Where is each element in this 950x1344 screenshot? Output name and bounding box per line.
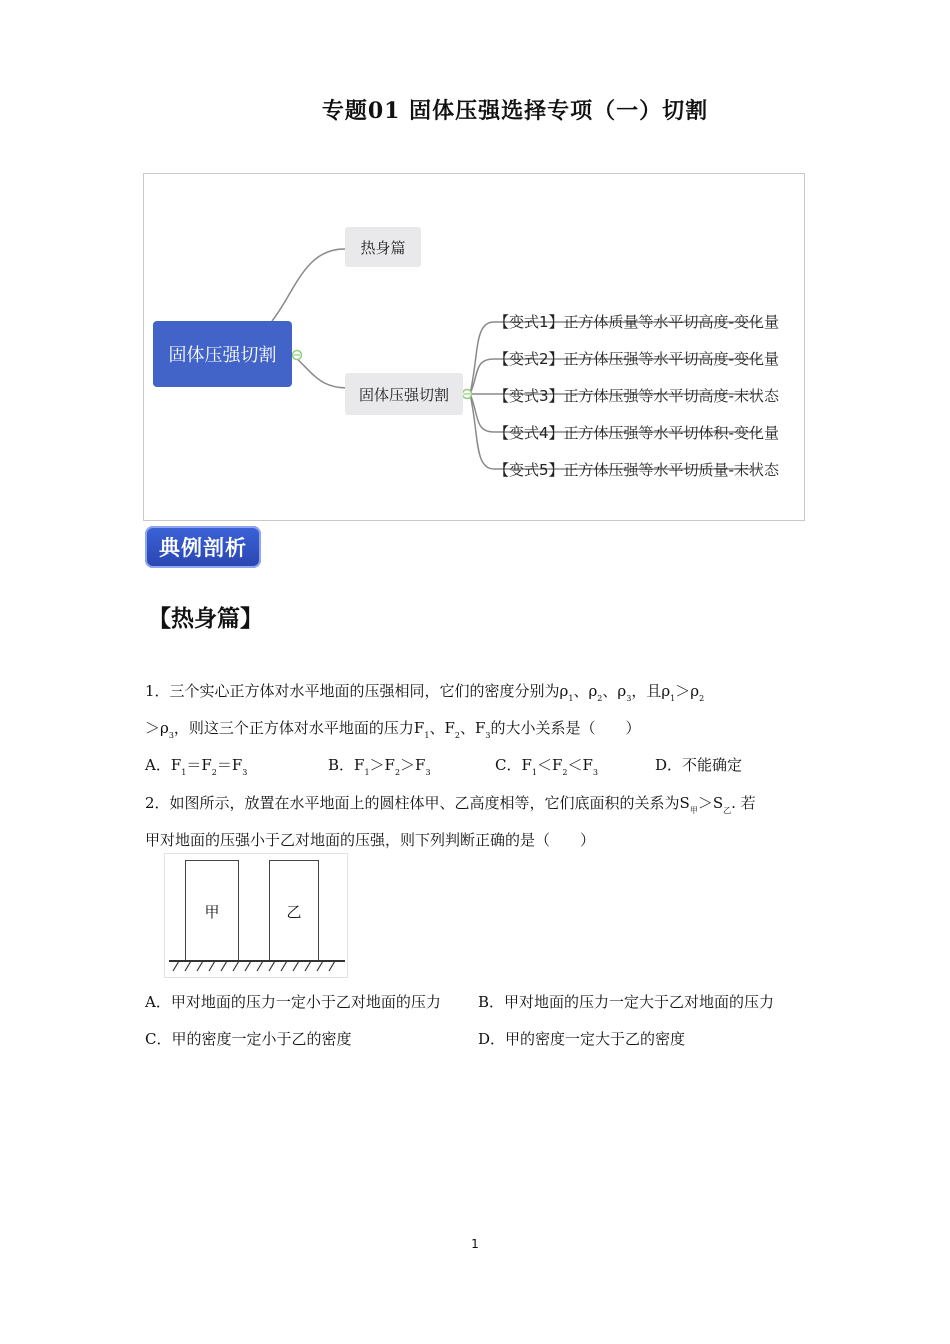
cylinder-yi: 乙 (269, 860, 319, 962)
question-2-option-a: A．甲对地面的压力一定小于乙对地面的压力 (145, 993, 441, 1011)
section-heading: 【热身篇】 (148, 606, 263, 632)
mind-map (143, 173, 805, 521)
mind-map-leaf: 【变式5】正方体压强等水平切质量-末状态 (494, 461, 779, 479)
page-number: 1 (471, 1237, 479, 1251)
question-1-option-b: B．$F_1>F_2>F_3$ (328, 756, 431, 777)
example-analysis-badge: 典例剖析 (145, 526, 261, 568)
cylinder-jia: 甲 (185, 860, 239, 962)
mind-map-leaf: 【变式1】正方体质量等水平切高度-变化量 (494, 313, 779, 331)
mind-map-leaf: 【变式3】正方体压强等水平切高度-末状态 (494, 387, 779, 405)
question-1-option-d: D．不能确定 (655, 756, 743, 774)
question-2-line-1: 2．如图所示，放置在水平地面上的圆柱体甲、乙高度相等，它们底面积的关系为$S_甲>S_乙$. 若 (145, 794, 756, 815)
ground-hatching (165, 958, 349, 978)
mind-map-leaf: 【变式2】正方体压强等水平切高度-变化量 (494, 350, 779, 368)
question-2-option-b: B．甲对地面的压力一定大于乙对地面的压力 (478, 993, 775, 1011)
cylinders-figure (164, 853, 348, 978)
mind-map-root-node: 固体压强切割 (153, 321, 292, 387)
question-2-option-c: C．甲的密度一定小于乙的密度 (145, 1030, 352, 1048)
question-1-line-2: $>\rho_3$，则这三个正方体对水平地面的压力$F_1$、$F_2$、$F_3$的大小关系是（ ） (145, 719, 641, 740)
question-1-option-a: A．$F_1=F_2=F_3$ (145, 756, 248, 777)
mind-map-branch-warmup: 热身篇 (345, 227, 421, 267)
question-1-line-1: 1．三个实心正方体对水平地面的压强相同，它们的密度分别为$\rho_1$、$\rho_2$、$\rho_3$，且$\rho_1>\rho_2$ (145, 682, 705, 703)
page-title: 专题01 固体压强选择专项（一）切割 (321, 98, 709, 124)
mind-map-branch-cutting: 固体压强切割 (345, 373, 463, 415)
question-2-option-d: D．甲的密度一定大于乙的密度 (478, 1030, 686, 1048)
question-2-line-2: 甲对地面的压强小于乙对地面的压强，则下列判断正确的是（ ） (145, 831, 596, 849)
question-1-option-c: C．$F_1<F_2<F_3$ (495, 756, 599, 777)
mind-map-leaf: 【变式4】正方体压强等水平切体积-变化量 (494, 424, 779, 442)
